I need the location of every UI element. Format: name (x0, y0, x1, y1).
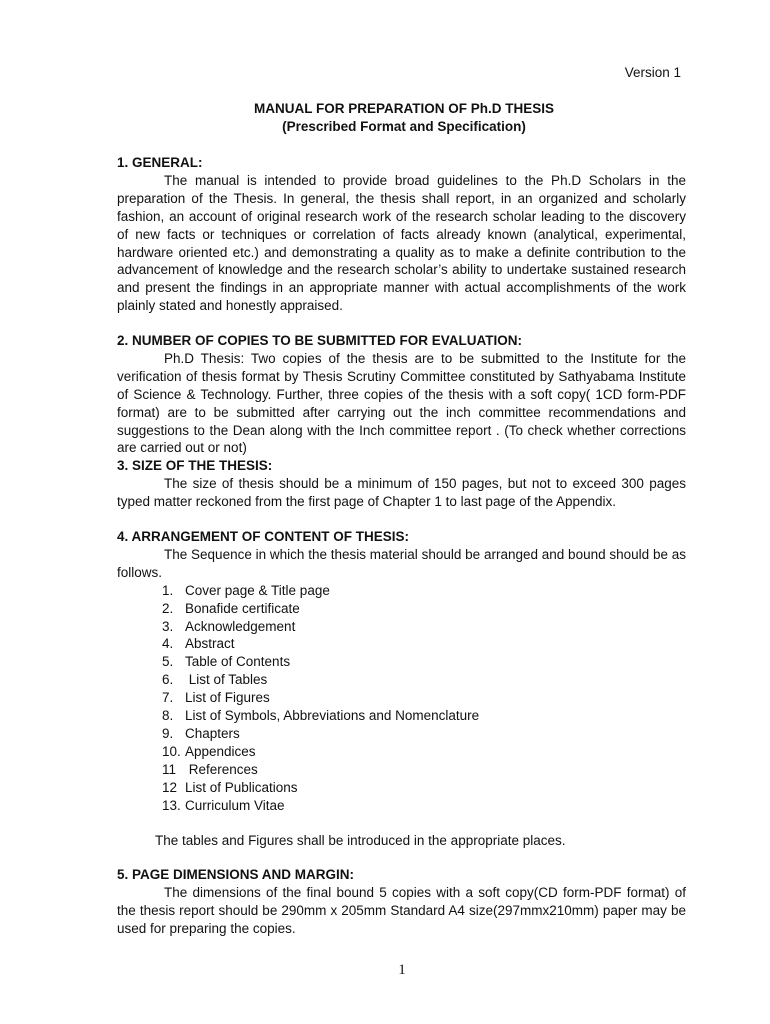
list-item-number: 11 (162, 761, 177, 777)
section-arrangement (117, 528, 686, 849)
list-item-label: List of Symbols, Abbreviations and Nomenclature (185, 708, 480, 724)
list-item-number: 9. (162, 725, 174, 741)
list-item (162, 689, 686, 707)
list-item (162, 671, 686, 689)
list-item-number: 6. (162, 672, 174, 688)
list-item-number: 1. (162, 582, 174, 598)
list-item (162, 743, 686, 761)
list-item (162, 618, 686, 636)
list-item-number: 10. (162, 743, 181, 759)
section-body: The dimensions of the final bound 5 copies with a soft copy(CD form-PDF format) of the thesis report should be 290mm x 205mm Standard A4 size(297mmx210mm) paper may be used for preparing the copies. (117, 884, 686, 936)
page-number: 1 (398, 962, 406, 978)
section-body: The manual is intended to provide broad guidelines to the Ph.D Scholars in the preparation of the Thesis. In general, the thesis shall report, in an organized and scholarly fashion, an account of original research work of the research scholar leading to the discovery of new facts or techniques or correlation of facts already known (analytical, experimental, hardware oriented etc.) and demonstrating a quality as to make a definite contribution to the advancement of knowledge and the research scholar’s ability to undertake sustained research and present the findings in an appropriate manner with actual accomplishments of the work plainly stated and honestly appraised. (117, 172, 686, 314)
list-item-label: List of Tables (185, 672, 268, 688)
section-heading: 4. ARRANGEMENT OF CONTENT OF THESIS: (117, 529, 410, 544)
document-title: MANUAL FOR PREPARATION OF Ph.D THESIS (253, 101, 554, 116)
list-item-number: 8. (162, 708, 174, 724)
section-body: Ph.D Thesis: Two copies of the thesis are to be submitted to the Institute for the verification of thesis format by Thesis Scrutiny Committee constituted by Sathyabama Institute of Science & Technology. Further, three copies of the thesis with a soft copy( 1CD form-PDF format) are to be submitted after carrying out the inch committee recommendations and suggestions to the Dean along with the Inch committee report . (To check whether corrections are carried out or not) (117, 350, 686, 456)
content-order-list (117, 582, 686, 815)
list-item-number: 2. (162, 600, 174, 616)
list-item-number: 12 (162, 779, 178, 795)
list-item-label: Bonafide certificate (185, 600, 300, 616)
section-body: The size of thesis should be a minimum of 150 pages, but not to exceed 300 pages typed matter reckoned from the first page of Chapter 1 to last page of the Appendix. (117, 475, 686, 509)
list-item (162, 653, 686, 671)
list-item (162, 761, 686, 779)
section-heading: 3. SIZE OF THE THESIS: (117, 458, 273, 473)
list-item-label: Curriculum Vitae (185, 797, 285, 813)
list-item (162, 582, 686, 600)
list-item-label: List of Figures (185, 690, 270, 706)
list-item (162, 635, 686, 653)
list-item-label: Table of Contents (185, 654, 291, 670)
list-item-label: Abstract (185, 636, 235, 652)
document-header (0, 100, 770, 136)
list-item-label: List of Publications (185, 779, 298, 795)
list-item-number: 13. (162, 797, 181, 813)
list-item (162, 725, 686, 743)
section-general (117, 154, 686, 315)
list-item (162, 600, 686, 618)
section-body: The Sequence in which the thesis material should be arranged and bound should be as follows. (117, 546, 686, 580)
list-item-label: Appendices (185, 743, 256, 759)
list-item-number: 5. (162, 654, 174, 670)
section-size (117, 457, 686, 511)
list-item-label: Cover page & Title page (185, 582, 330, 598)
section-dimensions (117, 866, 686, 938)
list-item-label: References (185, 761, 258, 777)
section-note: The tables and Figures shall be introduced in the appropriate places. (155, 832, 566, 848)
list-item-label: Acknowledgement (185, 618, 296, 634)
section-heading: 2. NUMBER OF COPIES TO BE SUBMITTED FOR EVALUATION: (117, 333, 523, 348)
section-heading: 1. GENERAL: (117, 155, 203, 170)
list-item-number: 3. (162, 618, 174, 634)
list-item (162, 779, 686, 797)
list-item (162, 707, 686, 725)
section-copies (117, 332, 686, 457)
version-label: Version 1 (624, 65, 681, 80)
document-subtitle: (Prescribed Format and Specification) (282, 119, 526, 134)
list-item-number: 7. (162, 690, 174, 706)
list-item (162, 797, 686, 815)
section-heading: 5. PAGE DIMENSIONS AND MARGIN: (117, 867, 355, 882)
list-item-number: 4. (162, 636, 174, 652)
list-item-label: Chapters (185, 725, 240, 741)
